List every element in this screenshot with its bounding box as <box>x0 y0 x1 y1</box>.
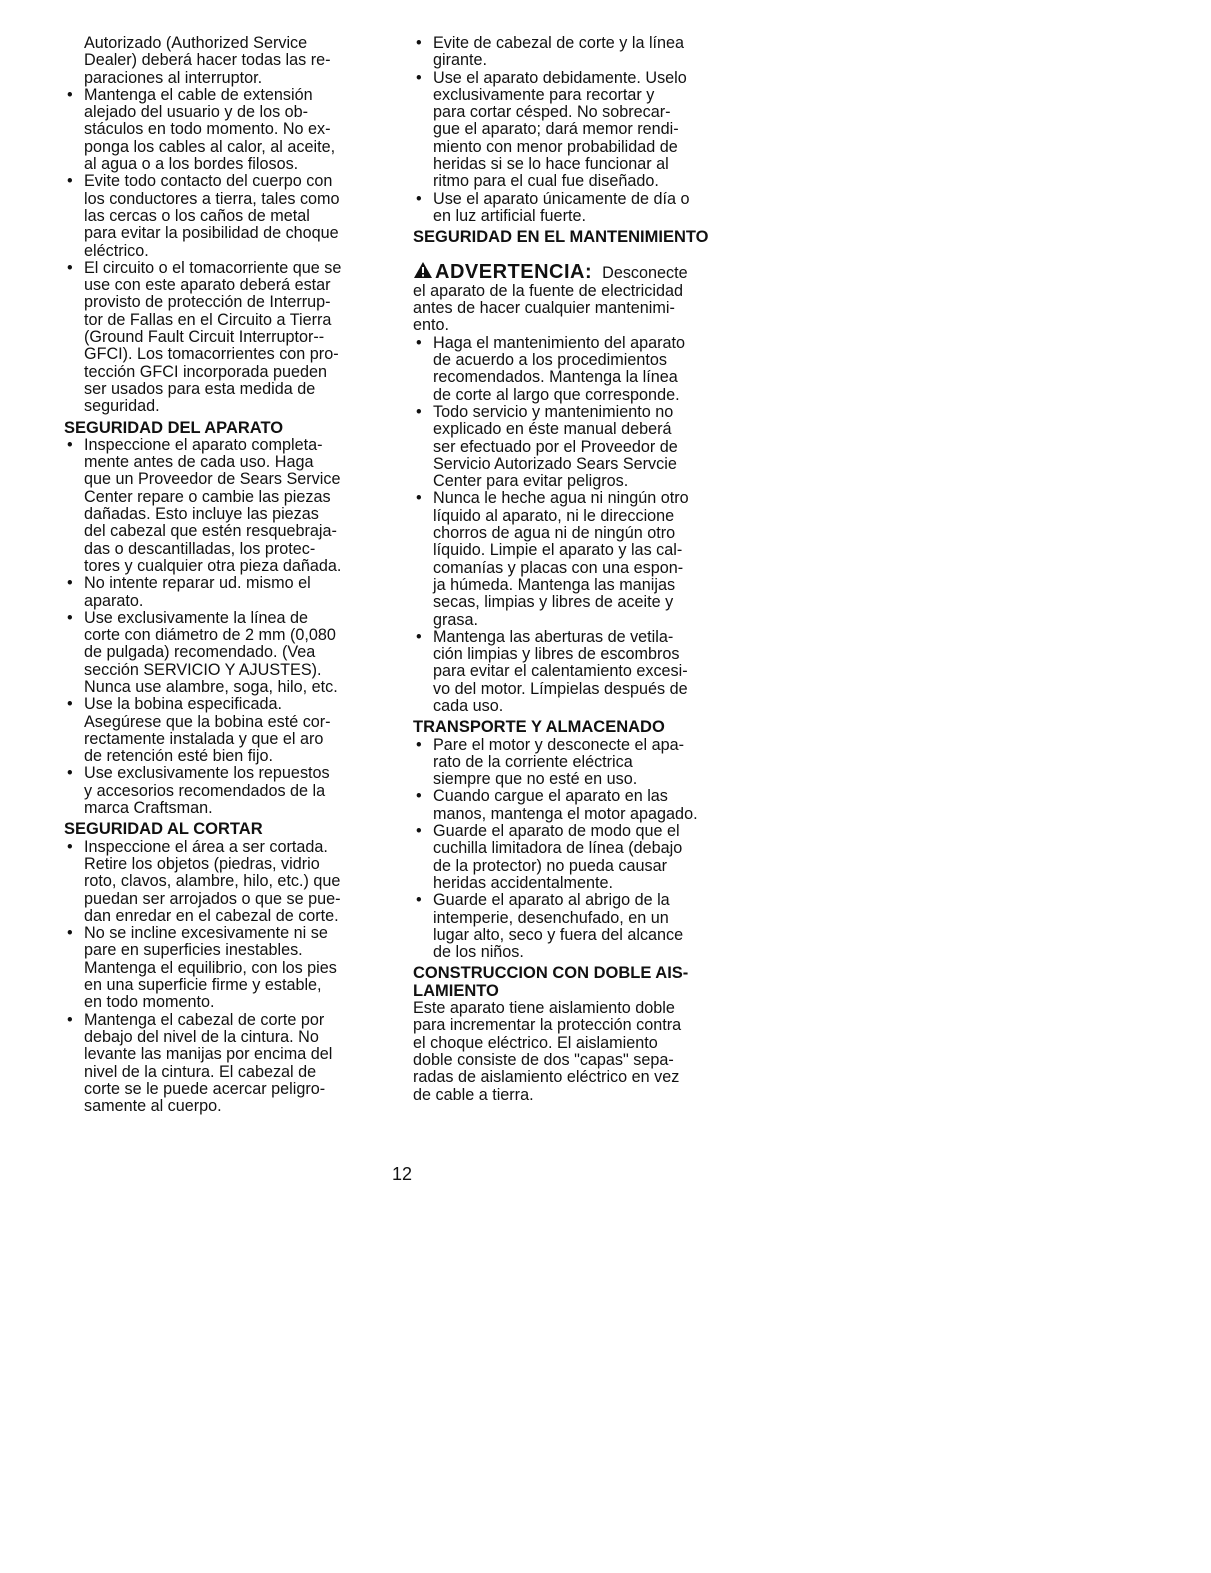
text-line: aparato. <box>84 591 144 610</box>
paragraph-line: de cable a tierra. <box>413 1085 534 1104</box>
text-line: ción limpias y libres de escombros <box>433 645 680 664</box>
bullet-line: • Use el aparato únicamente de día o <box>413 191 731 208</box>
text-line: pare en superficies inestables. <box>84 941 303 960</box>
text-line: cada uso. <box>433 696 504 715</box>
text-line: explicado en éste manual deberá <box>433 420 672 439</box>
text-line: de la protector) no pueda causar <box>433 856 667 875</box>
bullet-line: • Guarde el aparato de modo que el <box>413 823 731 840</box>
text-line: las cercas o los caños de metal <box>84 206 310 225</box>
text-line: Nunca use alambre, soga, hilo, etc. <box>84 677 338 696</box>
right-column <box>413 35 731 1104</box>
section-heading: TRANSPORTE Y ALMACENADO <box>413 718 665 737</box>
text-line: GFCI). Los tomacorrientes con pro- <box>84 345 339 364</box>
text-line: de acuerdo a los procedimientos <box>433 351 667 370</box>
text-line: dañadas. Esto incluye las piezas <box>84 505 319 524</box>
text-line: líquido. Limpie el aparato y las cal- <box>433 541 683 560</box>
text-line: los conductores a tierra, tales como <box>84 189 340 208</box>
bullet-line: • Evite todo contacto del cuerpo con <box>64 173 384 190</box>
text-line: dan enredar en el cabezal de corte. <box>84 906 339 925</box>
page-number: 12 <box>392 1164 413 1184</box>
text-line: para cortar césped. No sobrecar- <box>433 103 671 122</box>
paragraph-line: para incrementar la protección contra <box>413 1016 682 1035</box>
text-line: miento con menor probabilidad de <box>433 137 678 156</box>
text-line: Center repare o cambie las piezas <box>84 487 331 506</box>
text-line: que un Proveedor de Sears Service <box>84 470 341 489</box>
text-line: Center para evitar peligros. <box>433 472 629 491</box>
text-line: de corte al largo que corresponde. <box>433 385 680 404</box>
text-line: tor de Fallas en el Circuito a Tierra <box>84 310 332 329</box>
text-line: de retención esté bien fijo. <box>84 747 273 766</box>
bullet-line: • Evite de cabezal de corte y la línea <box>413 35 731 52</box>
text-line: Mantenga el equilibrio, con los pies <box>84 958 337 977</box>
text-line: manos, mantenga el motor apagado. <box>433 804 698 823</box>
right-column-bottom <box>413 283 731 1104</box>
text-line: rato de la corriente eléctrica <box>433 752 633 771</box>
text-line: tores y cualquier otra pieza dañada. <box>84 556 342 575</box>
text-line: ponga los cables al calor, al aceite, <box>84 137 336 156</box>
bullet-line: • Inspeccione el aparato completa- <box>64 437 384 454</box>
bullet-line: • Use exclusivamente los repuestos <box>64 765 384 782</box>
text-line: ser efectuado por el Proveedor de <box>433 437 678 456</box>
bullet-line: • Pare el motor y desconecte el apa- <box>413 737 731 754</box>
bullet-line: • No se incline excesivamente ni se <box>64 925 384 942</box>
text-line: debajo del nivel de la cintura. No <box>84 1027 319 1046</box>
text-line: líquido al aparato, ni le direccione <box>433 506 675 525</box>
section-heading: SEGURIDAD AL CORTAR <box>64 820 263 839</box>
paragraph-line: radas de aislamiento eléctrico en vez <box>413 1068 680 1087</box>
text-line: samente al cuerpo. <box>84 1097 222 1116</box>
bullet-line: • Use la bobina especificada. <box>64 696 384 713</box>
text-line: Dealer) deberá hacer todas las re- <box>84 51 331 70</box>
bullet-line: • Mantenga el cable de extensión <box>64 87 384 104</box>
bullet-line: • Mantenga las aberturas de vetila- <box>413 629 731 646</box>
section-heading: LAMIENTO <box>413 981 499 1000</box>
text-line: das o descantilladas, los protec- <box>84 539 316 558</box>
text-line: Retire los objetos (piedras, vidrio <box>84 854 320 873</box>
text-line: eléctrico. <box>84 241 149 260</box>
warning-text: Desconecte <box>602 263 688 282</box>
bullet-line: • Inspeccione el área a ser cortada. <box>64 839 384 856</box>
text-line: provisto de protección de Interrup- <box>84 293 331 312</box>
text-line: heridas accidentalmente. <box>433 873 613 892</box>
text-line: ja húmeda. Mantenga las manijas <box>433 575 676 594</box>
text-line: (Ground Fault Circuit Interruptor-- <box>84 328 325 347</box>
text-line: paraciones al interruptor. <box>84 68 263 87</box>
text-line: sección SERVICIO Y AJUSTES). <box>84 660 322 679</box>
text-line: levante las manijas por encima del <box>84 1045 333 1064</box>
text-line: grasa. <box>433 610 478 629</box>
text-line: recomendados. Mantenga la línea <box>433 368 678 387</box>
bullet-line: • Cuando cargue el aparato en las <box>413 788 731 805</box>
text-line: al agua o a los bordes filosos. <box>84 155 299 174</box>
text-line: tección GFCI incorporada pueden <box>84 362 327 381</box>
paragraph-line: el aparato de la fuente de electricidad <box>413 281 683 300</box>
text-line: vo del motor. Límpielas después de <box>433 679 688 698</box>
warning-triangle-icon <box>413 261 433 283</box>
text-line: gue el aparato; dará memor rendi- <box>433 120 679 139</box>
text-line: mente antes de cada uso. Haga <box>84 453 314 472</box>
text-line: girante. <box>433 51 487 70</box>
bullet-line: • Todo servicio y mantenimiento no <box>413 404 731 421</box>
bullet-line: • No intente reparar ud. mismo el <box>64 575 384 592</box>
text-line: para evitar la posibilidad de choque <box>84 224 339 243</box>
text-line: chorros de agua ni de ningún otro <box>433 524 676 543</box>
text-line: Autorizado (Authorized Service <box>84 34 308 52</box>
left-column <box>64 35 384 1115</box>
text-line: use con este aparato deberá estar <box>84 276 331 295</box>
text-line: seguridad. <box>84 397 160 416</box>
paragraph-line: ento. <box>413 316 450 335</box>
text-line: de pulgada) recomendado. (Vea <box>84 643 316 662</box>
text-line: secas, limpias y libres de aceite y <box>433 593 674 612</box>
bullet-line: • Guarde el aparato al abrigo de la <box>413 892 731 909</box>
text-line: stáculos en todo momento. No ex- <box>84 120 331 139</box>
text-line: exclusivamente para recortar y <box>433 85 655 104</box>
paragraph-line: el choque eléctrico. El aislamiento <box>413 1033 658 1052</box>
text-line: rectamente instalada y que el aro <box>84 729 324 748</box>
text-line: nivel de la cintura. El cabezal de <box>84 1062 317 1081</box>
text-line: comanías y placas con una espon- <box>433 558 684 577</box>
text-line: corte con diámetro de 2 mm (0,080 <box>84 626 336 645</box>
text-line: puedan ser arrojados o que se pue- <box>84 889 341 908</box>
text-line: y accesorios recomendados de la <box>84 781 326 800</box>
bullet-line: • Mantenga el cabezal de corte por <box>64 1012 384 1029</box>
text-line: heridas si se lo hace funcionar al <box>433 155 669 174</box>
text-line: del cabezal que estén resquebraja- <box>84 522 337 541</box>
text-line: corte se le puede acercar peligro- <box>84 1079 326 1098</box>
paragraph-line: doble consiste de dos "capas" sepa- <box>413 1050 674 1069</box>
bullet-line: • Nunca le heche agua ni ningún otro <box>413 490 731 507</box>
text-line: alejado del usuario y de los ob- <box>84 103 309 122</box>
text-line: Servicio Autorizado Sears Servcie <box>433 454 677 473</box>
text-line: cuchilla limitadora de línea (debajo <box>433 839 683 858</box>
warning-block <box>413 261 731 283</box>
text-line: Asegúrese que la bobina esté cor- <box>84 712 331 731</box>
text-line: marca Craftsman. <box>84 799 213 818</box>
warning-title: ADVERTENCIA: <box>435 260 593 283</box>
paragraph-line: antes de hacer cualquier mantenimi- <box>413 299 675 318</box>
bullet-line: • Use exclusivamente la línea de <box>64 610 384 627</box>
text-line: lugar alto, seco y fuera del alcance <box>433 925 684 944</box>
text-line: en una superficie firme y estable, <box>84 976 322 995</box>
text-line: roto, clavos, alambre, hilo, etc.) que <box>84 872 341 891</box>
text-line: siempre que no esté en uso. <box>433 770 638 789</box>
bullet-line: • Use el aparato debidamente. Uselo <box>413 70 731 87</box>
bullet-line: • Haga el mantenimiento del aparato <box>413 335 731 352</box>
text-line: ritmo para el cual fue diseñado. <box>433 172 659 191</box>
bullet-line: • El circuito o el tomacorriente que se <box>64 260 384 277</box>
text-line: en luz artificial fuerte. <box>433 206 586 225</box>
section-heading: CONSTRUCCION CON DOBLE AIS- <box>413 964 689 983</box>
text-line: para evitar el calentamiento excesi- <box>433 662 688 681</box>
text-line: de los niños. <box>433 943 524 962</box>
section-heading: SEGURIDAD EN EL MANTENIMIENTO <box>413 228 709 247</box>
text-line: intemperie, desenchufado, en un <box>433 908 669 927</box>
text-line: ser usados para esta medida de <box>84 379 316 398</box>
paragraph-line: Este aparato tiene aislamiento doble <box>413 999 675 1018</box>
text-line: en todo momento. <box>84 993 215 1012</box>
right-column-top <box>413 35 731 247</box>
section-heading: SEGURIDAD DEL APARATO <box>64 418 284 437</box>
